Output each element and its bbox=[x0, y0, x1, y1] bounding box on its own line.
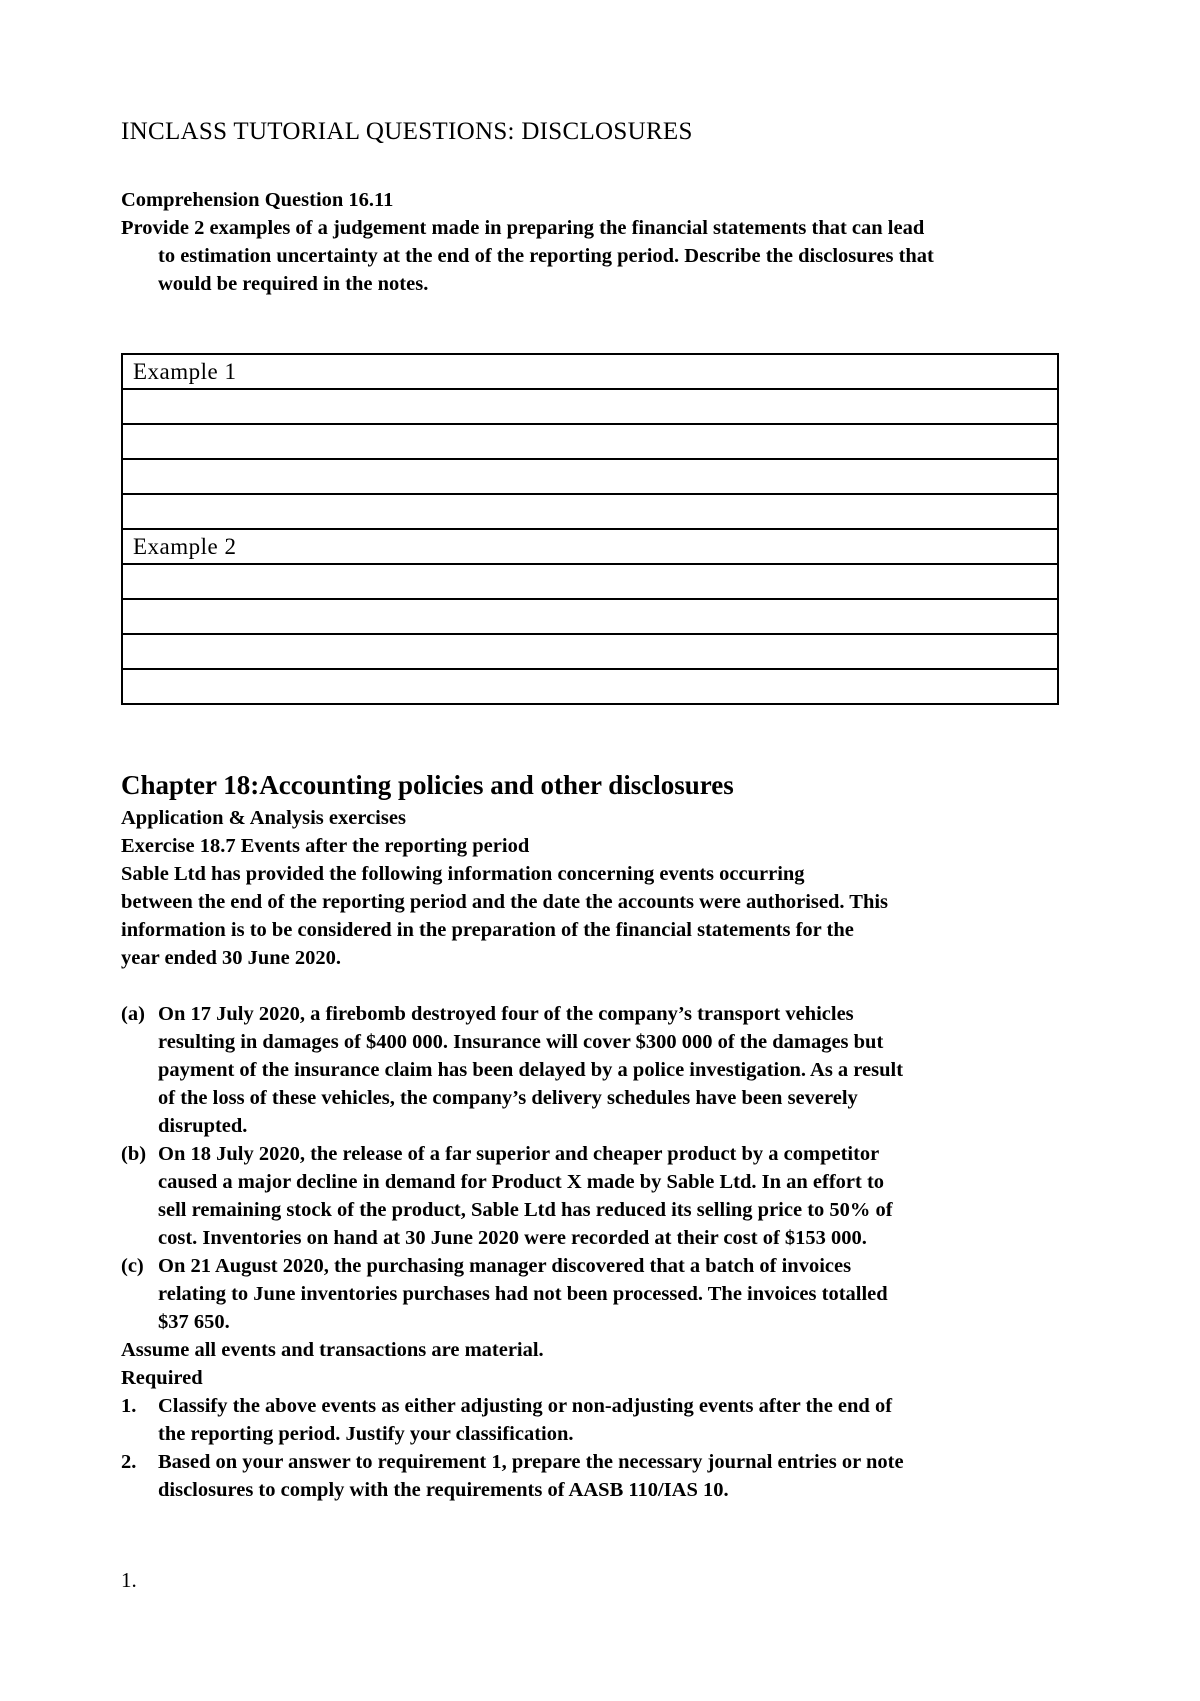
chapter-subheading: Application & Analysis exercises bbox=[121, 807, 406, 829]
exercise-title: Exercise 18.7 Events after the reporting period bbox=[121, 835, 530, 857]
answer-row-blank[interactable] bbox=[122, 389, 1058, 424]
answer-row-blank[interactable] bbox=[122, 459, 1058, 494]
answer-row-blank[interactable] bbox=[122, 634, 1058, 669]
item-line: resulting in damages of $400 000. Insurance will cover $300 000 of the damages but bbox=[158, 1031, 884, 1053]
item-line: payment of the insurance claim has been delayed by a police investigation. As a result bbox=[158, 1059, 904, 1081]
item-line: cost. Inventories on hand at 30 June 2020 were recorded at their cost of $153 000. bbox=[158, 1227, 867, 1249]
page-number: 1. bbox=[121, 1568, 137, 1592]
requirement-number: 1. bbox=[121, 1395, 137, 1417]
answer-row-blank[interactable] bbox=[122, 564, 1058, 599]
requirement-number: 2. bbox=[121, 1451, 137, 1473]
item-line: disrupted. bbox=[158, 1115, 248, 1137]
requirement-line: Based on your answer to requirement 1, prepare the necessary journal entries or note bbox=[158, 1451, 904, 1473]
answer-row-blank[interactable] bbox=[122, 599, 1058, 634]
intro-line: information is to be considered in the preparation of the financial statements for the bbox=[121, 919, 854, 941]
intro-line: year ended 30 June 2020. bbox=[121, 947, 342, 969]
comprehension-text-line: would be required in the notes. bbox=[158, 273, 429, 295]
item-line: sell remaining stock of the product, Sable Ltd has reduced its selling price to 50% of bbox=[158, 1199, 893, 1221]
item-line: $37 650. bbox=[158, 1311, 230, 1333]
requirement-line: disclosures to comply with the requirements of AASB 110/IAS 10. bbox=[158, 1479, 729, 1501]
intro-line: between the end of the reporting period and the date the accounts were authorised. This bbox=[121, 891, 889, 913]
item-line: On 17 July 2020, a firebomb destroyed four of the company’s transport vehicles bbox=[158, 1003, 854, 1025]
answer-row-blank[interactable] bbox=[122, 669, 1058, 704]
answer-table bbox=[121, 353, 1059, 705]
answer-row-blank[interactable] bbox=[122, 494, 1058, 529]
answer-row-label: Example 2 bbox=[122, 529, 1058, 564]
answer-row-blank[interactable] bbox=[122, 424, 1058, 459]
comprehension-heading: Comprehension Question 16.11 bbox=[121, 189, 394, 211]
assumption-text: Assume all events and transactions are material. bbox=[121, 1339, 544, 1361]
item-line: caused a major decline in demand for Product X made by Sable Ltd. In an effort to bbox=[158, 1171, 885, 1193]
item-label: (c) bbox=[121, 1255, 144, 1277]
answer-row-label: Example 1 bbox=[122, 354, 1058, 389]
comprehension-text-line: Provide 2 examples of a judgement made in preparing the financial statements that can lead bbox=[121, 217, 925, 239]
item-line: relating to June inventories purchases had not been processed. The invoices totalled bbox=[158, 1283, 888, 1305]
item-line: On 18 July 2020, the release of a far superior and cheaper product by a competitor bbox=[158, 1143, 880, 1165]
requirement-line: Classify the above events as either adjusting or non-adjusting events after the end of bbox=[158, 1395, 893, 1417]
document-title: INCLASS TUTORIAL QUESTIONS: DISCLOSURES bbox=[121, 118, 693, 145]
comprehension-text-line: to estimation uncertainty at the end of the reporting period. Describe the disclosures that bbox=[158, 245, 934, 267]
required-heading: Required bbox=[121, 1367, 203, 1389]
chapter-title: Chapter 18:Accounting policies and other disclosures bbox=[121, 770, 734, 800]
item-label: (b) bbox=[121, 1143, 147, 1165]
requirement-line: the reporting period. Justify your classification. bbox=[158, 1423, 574, 1445]
item-line: of the loss of these vehicles, the company’s delivery schedules have been severely bbox=[158, 1087, 858, 1109]
item-line: On 21 August 2020, the purchasing manager discovered that a batch of invoices bbox=[158, 1255, 852, 1277]
item-label: (a) bbox=[121, 1003, 145, 1025]
intro-line: Sable Ltd has provided the following information concerning events occurring bbox=[121, 863, 805, 885]
